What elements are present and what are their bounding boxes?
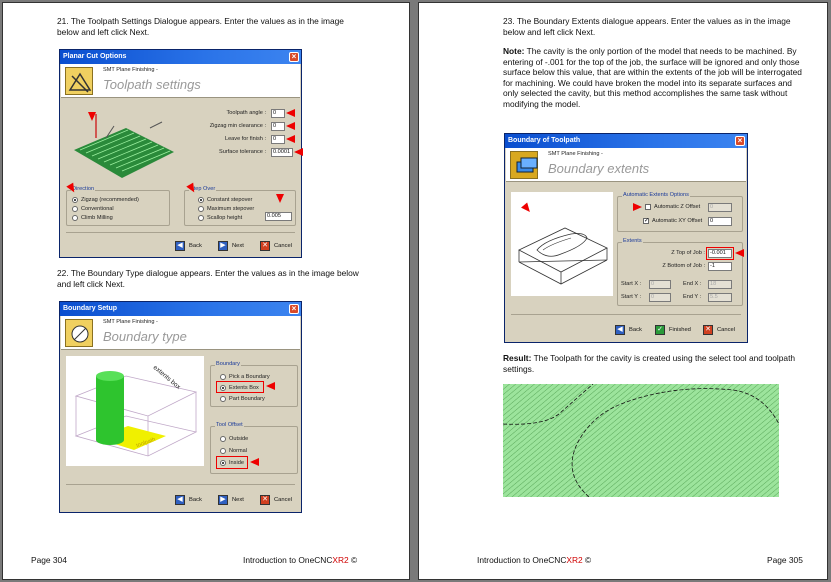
divider [66,232,295,233]
radio-extents-box-label: Extents Box [229,385,259,391]
back-button[interactable]: ◀ Back [615,324,642,336]
radio-part-boundary[interactable] [220,396,226,402]
automatic-xy-offset-label: Automatic XY Offset [652,218,703,224]
boundary-group-title: Boundary [216,361,240,367]
radio-scallop-height[interactable] [198,215,204,221]
next-arrow-icon: ▶ [218,241,228,251]
automatic-xy-offset-input[interactable]: 0 [708,217,732,226]
red-arrow-icon [266,382,275,390]
red-arrow-icon [250,458,259,466]
toolpath-angle-label: Toolpath angle : [226,110,266,116]
red-arrow-icon [735,249,744,257]
close-icon[interactable]: × [735,136,745,146]
red-arrow-icon [276,194,284,203]
planar-cut-options-dialog [59,49,302,258]
cancel-x-icon: ✕ [260,241,270,251]
extents-group-title: Extents [623,238,642,244]
end-y-label: End Y : [683,294,702,300]
red-arrow-icon [88,112,96,121]
radio-scallop-height-label: Scallop height [207,215,243,221]
radio-inside-label: Inside [229,460,244,466]
back-button[interactable]: ◀ Back [175,240,202,252]
radio-part-boundary-label: Part Boundary [229,396,265,402]
finished-button[interactable]: ✓ Finished [655,324,691,336]
automatic-xy-offset-checkbox[interactable]: ✓ [644,218,650,224]
radio-maximum-stepover[interactable] [198,206,204,212]
stepover-value-input[interactable]: 0.005 [265,212,292,221]
left-page [2,2,410,580]
radio-constant-stepover-label: Constant stepover [207,197,253,203]
start-y-label: Start Y : [621,294,642,300]
highlight-box [706,247,734,260]
extents-box-image-label: extents box [151,364,182,391]
z-bottom-of-job-input[interactable]: -1 [708,262,732,271]
radio-conventional-label: Conventional [81,206,114,212]
cancel-button[interactable]: ✕ Cancel [260,494,292,506]
boundary-type-icon [65,319,93,347]
back-arrow-icon: ◀ [175,495,185,505]
radio-normal-label: Normal [229,448,248,454]
result-paragraph: Result: The Toolpath for the cavity is created using the select tool and toolpath settings. [503,353,796,374]
step-23-text: 23. The Boundary Extents dialogue appears. Enter the values as in the image below and left click Next. [503,16,791,37]
radio-maximum-stepover-label: Maximum stepover [207,206,255,212]
cancel-button[interactable]: ✕ Cancel [260,240,292,252]
dialog-title: Boundary Setup [60,302,301,316]
footer-title: Introduction to OneCNCXR2 © [477,555,592,565]
z-top-of-job-input[interactable]: -0.001 [708,249,732,258]
start-x-label: Start X : [621,281,642,287]
page-number: Page 304 [31,555,67,565]
red-arrow-icon [294,148,303,156]
red-arrow-icon [286,135,295,143]
divider [66,484,295,485]
dialog-subtitle: SMT Plane Finishing - [103,319,158,325]
right-page [418,2,828,580]
boundary-preview-image [66,356,204,466]
dialog-title: Boundary of Toolpath [505,134,747,148]
note-paragraph: Note: The cavity is the only portion of the model that needs to be machined. By entering of -.001 for the top of the job, the surface will be ignored and only those surface below this value, that are within the extents of the job will be interrogated for machining. We could have broken the model into its separate surfaces and only selected the cavity, but this method accomplishes the same task without modifying the model. [503,46,802,109]
automatic-extents-group-title: Automatic Extents Options [623,192,689,198]
boundary-extents-icon [510,151,538,179]
back-arrow-icon: ◀ [175,241,185,251]
toolpath-preview-image [66,108,186,186]
toolpath-image-label: toolpath [135,436,157,450]
boundary-setup-dialog [59,301,302,513]
next-button[interactable]: ▶ Next [218,494,244,506]
cancel-x-icon: ✕ [703,325,713,335]
dialog-heading: Toolpath settings [103,77,201,92]
automatic-extents-group [617,192,743,232]
boundary-of-toolpath-dialog [504,133,748,343]
automatic-z-offset-checkbox[interactable] [645,204,651,210]
dialog-header [61,316,300,350]
back-button[interactable]: ◀ Back [175,494,202,506]
end-x-label: End X : [683,281,702,287]
toolpath-result-image [503,384,779,497]
automatic-z-offset-label: Automatic Z Offset [654,204,701,210]
z-bottom-of-job-label: Z Bottom of Job : [662,263,705,269]
tool-offset-group-title: Tool Offset [216,422,243,428]
highlight-box [216,381,264,393]
leave-for-finish-label: Leave for finish : [224,136,266,142]
step-22-text: 22. The Boundary Type dialogue appears. Enter the values as in the image below and left click Next. [57,268,359,289]
radio-pick-boundary-label: Pick a Boundary [229,374,270,380]
next-arrow-icon: ▶ [218,495,228,505]
radio-outside-label: Outside [229,436,249,442]
highlight-box [216,456,248,469]
radio-climb-milling[interactable] [72,215,78,221]
red-arrow-icon [286,109,295,117]
dialog-heading: Boundary type [103,329,187,344]
start-y-input[interactable]: 0 [649,293,671,302]
dialog-title: Planar Cut Options [60,50,301,64]
toolpath-settings-icon [65,67,93,95]
zigzag-clearance-input[interactable]: 0 [271,122,285,131]
page-number: Page 305 [767,555,803,565]
radio-pick-boundary[interactable] [220,374,226,380]
dialog-heading: Boundary extents [548,161,650,176]
footer-title: Introduction to OneCNCXR2 © [243,555,358,565]
leave-for-finish-input[interactable]: 0 [271,135,285,144]
checkmark-icon: ✓ [655,325,665,335]
radio-conventional[interactable] [72,206,78,212]
close-icon[interactable]: × [289,52,299,62]
surface-tolerance-input[interactable]: 0.0001 [271,148,293,157]
radio-normal[interactable] [220,448,226,454]
direction-group-title: Direction [72,186,95,192]
cancel-x-icon: ✕ [260,495,270,505]
back-arrow-icon: ◀ [615,325,625,335]
close-icon[interactable]: × [289,304,299,314]
zigzag-clearance-label: Zigzag min clearance : [209,123,266,129]
next-button[interactable]: ▶ Next [218,240,244,252]
start-x-input[interactable]: 0 [649,280,671,289]
radio-climb-milling-label: Climb Milling [81,215,113,221]
radio-constant-stepover[interactable] [198,197,204,203]
dialog-header [506,148,746,182]
surface-tolerance-label: Surface tolerance : [219,149,266,155]
step-over-group-title: Step Over [190,186,216,192]
divider [511,314,741,315]
dialog-subtitle: SMT Plane Finishing - [103,67,158,73]
toolpath-angle-input[interactable]: 0 [271,109,285,118]
z-top-of-job-label: Z Top of Job : [671,250,705,256]
step-21-text: 21. The Toolpath Settings Dialogue appears. Enter the values as in the image below and left click Next. [57,16,344,37]
dialog-header [61,64,300,98]
automatic-z-offset-input[interactable]: 0 [708,203,732,212]
radio-zigzag[interactable] [72,197,78,203]
radio-zigzag-label: Zigzag (recommended) [81,197,139,203]
end-y-input[interactable]: 5.5 [708,293,732,302]
radio-outside[interactable] [220,436,226,442]
red-arrow-icon [633,203,642,211]
dialog-subtitle: SMT Plane Finishing - [548,151,603,157]
cancel-button[interactable]: ✕ Cancel [703,324,735,336]
red-arrow-icon [286,122,295,130]
end-x-input[interactable]: 18 [708,280,732,289]
